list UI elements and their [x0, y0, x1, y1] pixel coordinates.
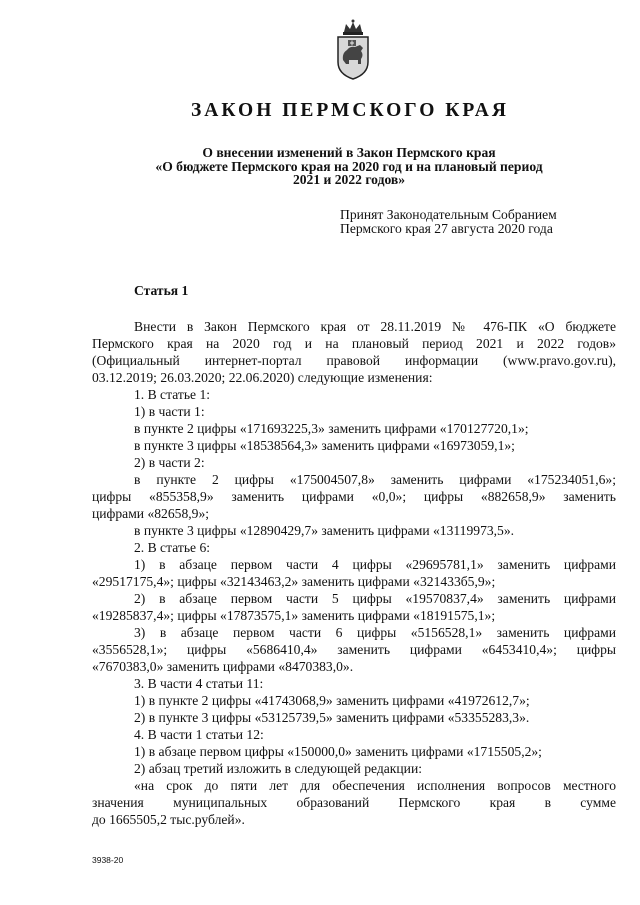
- text-line: 03.12.2019; 26.03.2020; 22.06.2020) следующие изменения:: [92, 370, 433, 385]
- text-line: 2) в пункте 3 цифры «53125739,5» заменить цифрами «53355283,3».: [134, 710, 530, 725]
- text-line: цифрами «82658,9»;: [92, 506, 210, 521]
- text-line: «3556528,1»; цифры «5686410,4» заменить цифрами «6453410,4»; цифры: [92, 642, 616, 657]
- text-line: 1) в части 1:: [134, 404, 205, 419]
- subtitle-line: 2021 и 2022 годов»: [292, 172, 406, 187]
- text-line: 4. В части 1 статьи 12:: [134, 727, 264, 742]
- text-line: 2) в части 2:: [134, 455, 205, 470]
- text-line: «29517175,4»; цифры «32143463,2» заменить цифрами «321433б5,9»;: [92, 574, 496, 589]
- subtitle-line: О внесении изменений в Закон Пермского края: [202, 145, 496, 160]
- law-subtitle: [60, 146, 638, 187]
- text-line: 2) в абзаце первом части 5 цифры «19570837,4» заменить цифрами: [134, 591, 616, 606]
- text-line: «на срок до пяти лет для обеспечения исполнения вопросов местного: [134, 778, 616, 793]
- text-line: 3) в абзаце первом части 6 цифры «5156528,1» заменить цифрами: [134, 625, 616, 640]
- text-line: значения муниципальных образований Пермского края в сумме: [92, 795, 616, 810]
- subtitle-line: «О бюджете Пермского края на 2020 год и на плановый период: [155, 158, 543, 174]
- text-line: 1) в пункте 2 цифры «41743068,9» заменить цифрами «41972612,7»;: [134, 693, 530, 708]
- adoption-line: Принят Законодательным Собранием: [340, 207, 557, 222]
- text-line: до 1665505,2 тыс.рублей».: [92, 812, 245, 827]
- article-heading: Статья 1: [134, 283, 189, 298]
- text-line: в пункте 3 цифры «18538564,3» заменить цифрами «16973059,1»;: [134, 438, 515, 453]
- text-line: Пермского края на 2020 год и на плановый период 2021 и 2022 годов»: [92, 336, 616, 351]
- law-title: ЗАКОН ПЕРМСКОГО КРАЯ: [191, 100, 509, 121]
- text-line: 2. В статье 6:: [134, 540, 211, 555]
- text-line: «19285837,4»; цифры «17873575,1» заменить цифрами «18191575,1»;: [92, 608, 496, 623]
- text-line: 1. В статье 1:: [134, 387, 211, 402]
- text-line: цифры «855358,9» заменить цифрами «0,0»; цифры «882658,9» заменить: [92, 489, 616, 504]
- text-line: Внести в Закон Пермского края от 28.11.2019 № 476-ПК «О бюджете: [134, 319, 616, 334]
- text-line: 1) в абзаце первом цифры «150000,0» заменить цифрами «1715505,2»;: [134, 744, 542, 759]
- document-code: 3938-20: [92, 855, 124, 865]
- text-line: в пункте 2 цифры «171693225,3» заменить цифрами «170127720,1»;: [134, 421, 529, 436]
- text-line: в пункте 2 цифры «175004507,8» заменить цифрами «175234051,6»;: [134, 472, 616, 487]
- text-line: 1) в абзаце первом части 4 цифры «29695781,1» заменить цифрами: [134, 557, 616, 572]
- adoption-line: Пермского края 27 августа 2020 года: [340, 221, 553, 236]
- text-line: 3. В части 4 статьи 11:: [134, 676, 264, 691]
- text-line: 2) абзац третий изложить в следующей редакции:: [134, 761, 423, 776]
- text-line: в пункте 3 цифры «12890429,7» заменить цифрами «13119973,5».: [134, 523, 515, 538]
- perm-krai-coat-of-arms-icon: [330, 18, 376, 82]
- adoption-note: [340, 208, 557, 236]
- article-body: [92, 318, 616, 828]
- text-line: «7670383,0» заменить цифрами «8470383,0».: [92, 659, 354, 674]
- text-line: (Официальный интернет-портал правовой информации (www.pravo.gov.ru),: [92, 353, 616, 368]
